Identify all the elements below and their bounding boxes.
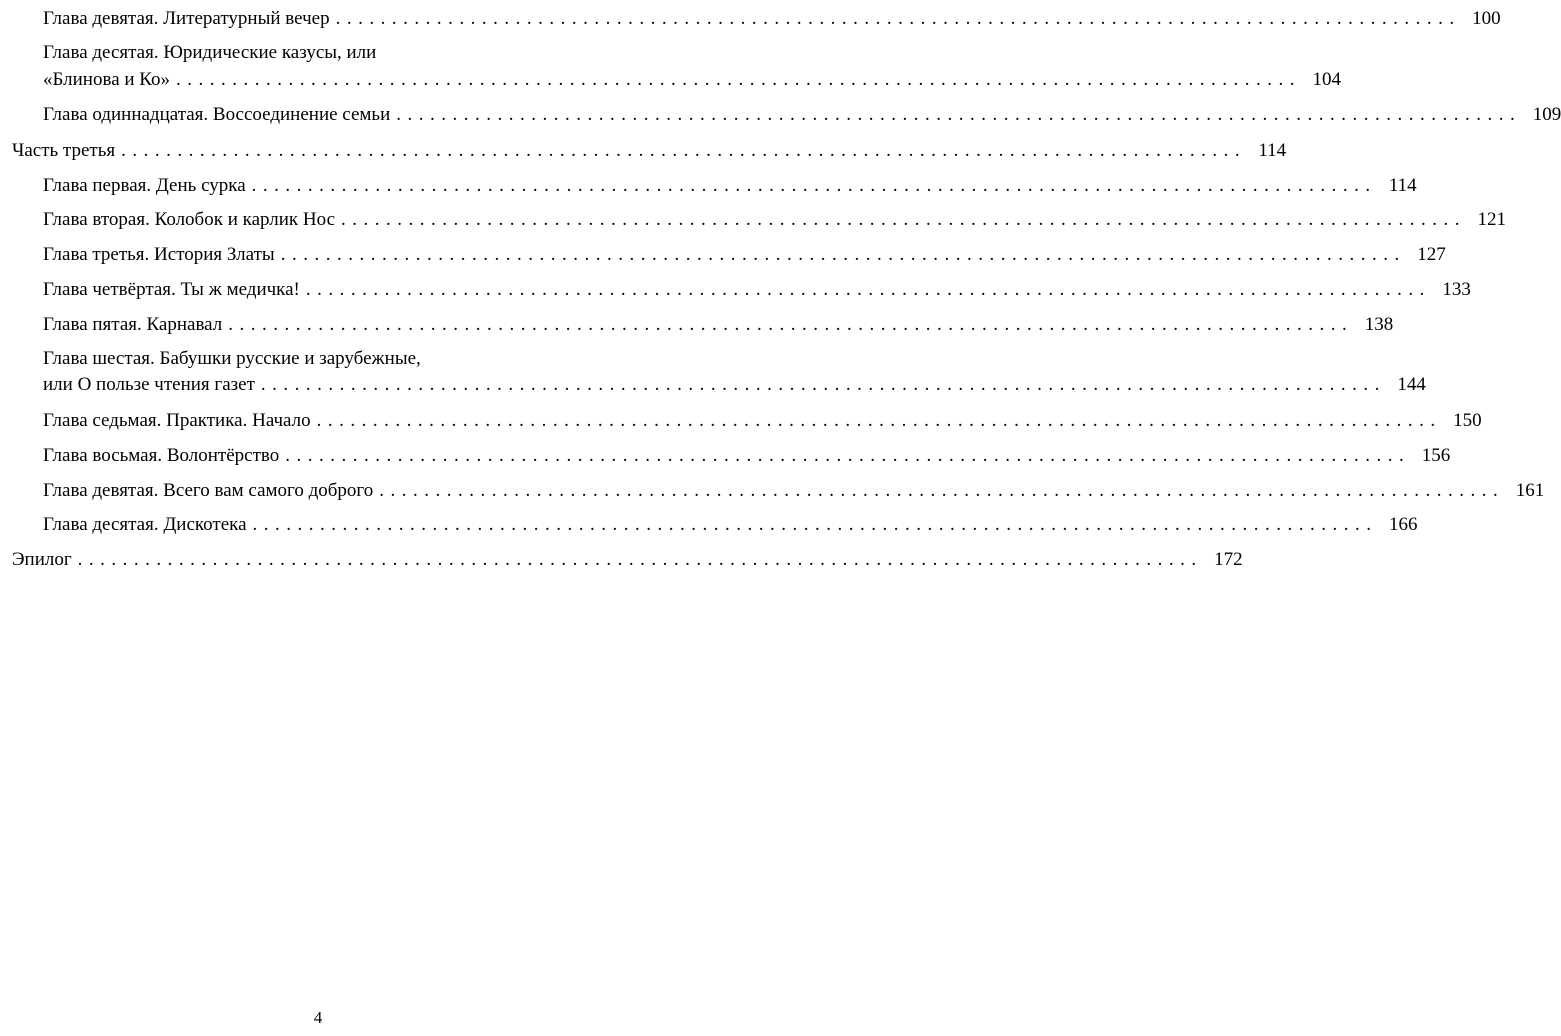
toc-entry-page: 109 <box>1532 104 1561 125</box>
dot-leader: .................................................................................................... <box>285 445 1411 466</box>
toc-entry-page: 138 <box>1364 314 1394 335</box>
toc-entry-page: 133 <box>1442 279 1471 300</box>
toc-entry-title: Глава одиннадцатая. Воссоединение семьи <box>43 104 391 125</box>
toc-entry-page: 100 <box>1472 8 1501 29</box>
toc-entry-page: 166 <box>1389 514 1418 535</box>
toc-entry-title: «Блинова и Ко» <box>43 69 171 90</box>
toc-entry-page: 114 <box>1258 140 1287 161</box>
dot-leader: .................................................................................................... <box>77 549 1203 570</box>
toc-entry-page: 127 <box>1417 244 1446 265</box>
dot-leader: .................................................................................................... <box>176 69 1302 90</box>
toc-entry-page: 121 <box>1477 209 1507 230</box>
dot-leader: .................................................................................................... <box>305 279 1431 300</box>
toc-entry-page: 161 <box>1515 480 1545 501</box>
toc-entry-title: Глава десятая. Дискотека <box>43 514 247 535</box>
toc-entry-title: или О пользе чтения газет <box>43 374 255 395</box>
toc-entry-title: Глава восьмая. Волонтёрство <box>43 445 280 466</box>
toc-entry-title: Глава третья. История Златы <box>43 244 275 265</box>
dot-leader: .................................................................................................... <box>228 314 1354 335</box>
dot-leader: .................................................................................................... <box>251 175 1377 196</box>
toc-entry-title: Глава седьмая. Практика. Начало <box>43 410 311 431</box>
page-number: 4 <box>313 1008 323 1027</box>
toc-entry-title: Глава девятая. Литературный вечер <box>43 8 330 29</box>
toc-entry-title: Глава первая. День сурка <box>43 175 246 196</box>
dot-leader: .................................................................................................... <box>379 480 1505 501</box>
dot-leader: .................................................................................................... <box>335 8 1461 29</box>
toc-entry-page: 104 <box>1312 69 1342 90</box>
toc-entry-title: Глава девятая. Всего вам самого доброго <box>43 480 374 501</box>
dot-leader: .................................................................................................... <box>121 140 1247 161</box>
toc-entry-page: 150 <box>1453 410 1482 431</box>
dot-leader: .................................................................................................... <box>252 514 1378 535</box>
toc-entry-page: 172 <box>1214 549 1243 570</box>
toc-entry-page: 156 <box>1421 445 1451 466</box>
dot-leader: .................................................................................................... <box>316 410 1442 431</box>
dot-leader: .................................................................................................... <box>396 104 1522 125</box>
toc-entry-title-line1: Глава шестая. Бабушки русские и зарубежные, <box>43 348 421 369</box>
dot-leader: .................................................................................................... <box>280 244 1406 265</box>
toc-entry-page: 144 <box>1397 374 1426 395</box>
toc-entry-title: Глава пятая. Карнавал <box>43 314 223 335</box>
toc-entry-title-line1: Глава десятая. Юридические казусы, или <box>43 42 377 63</box>
toc-part-title: Часть третья <box>12 140 116 161</box>
toc-part-title: Эпилог <box>12 549 72 570</box>
dot-leader: .................................................................................................... <box>341 209 1467 230</box>
toc-entry-title: Глава вторая. Колобок и карлик Нос <box>43 209 336 230</box>
toc-entry-title: Глава четвёртая. Ты ж медичка! <box>43 279 300 300</box>
dot-leader: .................................................................................................... <box>260 374 1386 395</box>
toc-entry-page: 114 <box>1388 175 1417 196</box>
